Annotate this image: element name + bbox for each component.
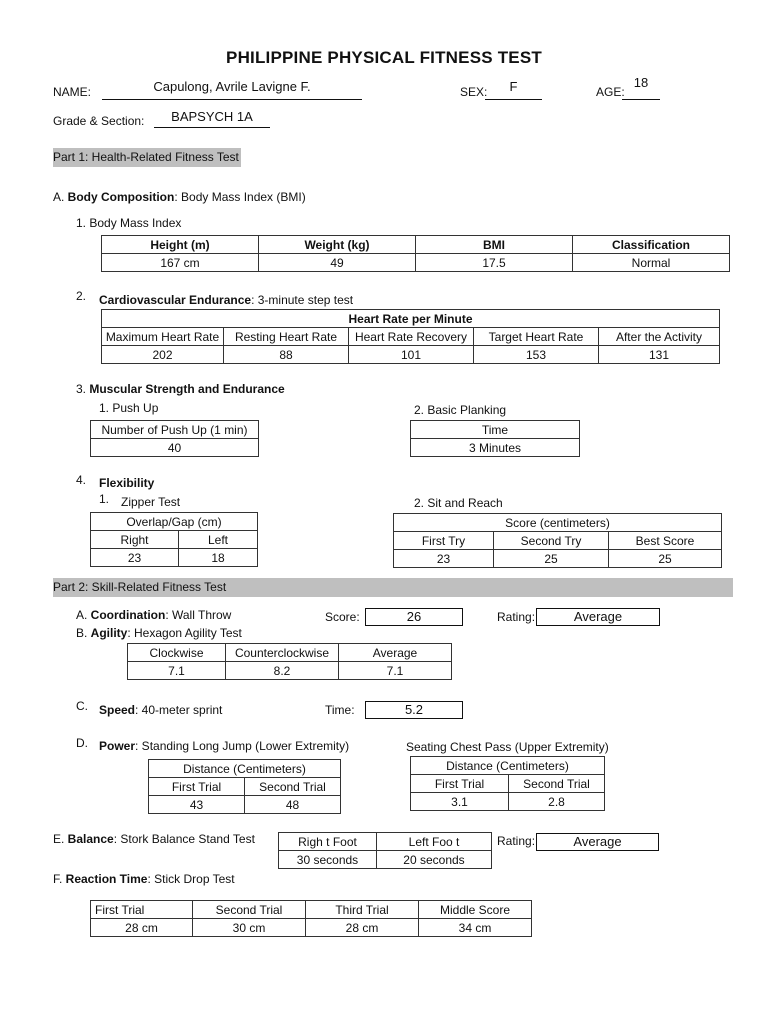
agility-cell[interactable]: 7.1 — [339, 662, 452, 680]
coordination-heading: A. Coordination: Wall Throw — [76, 608, 232, 622]
reaction-cell[interactable]: 34 cm — [419, 919, 532, 937]
agility-cell[interactable]: 8.2 — [226, 662, 339, 680]
reaction-table — [90, 900, 532, 937]
heart-rate-group-header: Heart Rate per Minute — [102, 310, 720, 328]
grade-label: Grade & Section: — [53, 114, 145, 128]
plank-table — [410, 420, 580, 457]
heart-rate-cell[interactable]: 202 — [102, 346, 224, 364]
part2-heading: Part 2: Skill-Related Fitness Test — [53, 578, 733, 597]
plank-label: 2. Basic Planking — [414, 403, 507, 417]
heart-rate-header: Heart Rate Recovery — [349, 328, 474, 346]
heart-rate-header: Target Heart Rate — [474, 328, 599, 346]
coordination-rating-field[interactable]: Average — [536, 608, 660, 626]
name-label: NAME: — [53, 85, 92, 99]
zipper-label: Zipper Test — [121, 495, 181, 509]
pushup-label: 1. Push Up — [99, 401, 159, 415]
age-field[interactable]: 18 — [622, 76, 660, 100]
part1-heading: Part 1: Health-Related Fitness Test — [53, 148, 241, 167]
reaction-heading: F. Reaction Time: Stick Drop Test — [53, 872, 235, 886]
heart-rate-cell[interactable]: 131 — [599, 346, 720, 364]
chest-pass-table — [410, 756, 605, 811]
pushup-table — [90, 420, 259, 457]
speed-heading: Speed: 40-meter sprint — [99, 703, 223, 717]
zipper-table — [90, 512, 258, 567]
muscular-heading: 3. Muscular Strength and Endurance — [76, 382, 285, 396]
speed-time-label: Time: — [325, 703, 355, 717]
bmi-cell[interactable]: 167 cm — [102, 254, 259, 272]
bmi-header: Height (m) — [102, 236, 259, 254]
balance-rating-field[interactable]: Average — [536, 833, 659, 851]
chest-pass-group-header: Distance (Centimeters) — [411, 757, 605, 775]
reaction-cell[interactable]: 28 cm — [91, 919, 193, 937]
bmi-cell[interactable]: Normal — [573, 254, 730, 272]
balance-header: Righ t Foot — [279, 833, 377, 851]
reaction-header: Third Trial — [306, 901, 419, 919]
long-jump-table — [148, 759, 341, 814]
long-jump-group-header: Distance (Centimeters) — [149, 760, 341, 778]
speed-number: C. — [76, 699, 88, 713]
sit-reach-group-header: Score (centimeters) — [394, 514, 722, 532]
reaction-header: Second Trial — [193, 901, 306, 919]
reaction-cell[interactable]: 30 cm — [193, 919, 306, 937]
reaction-header: First Trial — [91, 901, 193, 919]
sit-reach-table — [393, 513, 722, 568]
zipper-cell[interactable]: 23 — [91, 549, 179, 567]
agility-table — [127, 643, 452, 680]
bmi-subheading: 1. Body Mass Index — [76, 216, 182, 230]
heart-rate-header: After the Activity — [599, 328, 720, 346]
balance-rating-label: Rating: — [497, 834, 536, 848]
balance-heading: E. Balance: Stork Balance Stand Test — [53, 832, 255, 846]
balance-header: Left Foo t — [377, 833, 492, 851]
grade-field[interactable]: BAPSYCH 1A — [154, 109, 270, 128]
heart-rate-header: Maximum Heart Rate — [102, 328, 224, 346]
body-composition-heading: A. Body Composition: Body Mass Index (BMI) — [53, 190, 306, 204]
sit-reach-cell[interactable]: 23 — [394, 550, 494, 568]
chest-pass-header: First Trial — [411, 775, 509, 793]
plank-cell[interactable]: 3 Minutes — [411, 439, 580, 457]
pushup-header: Number of Push Up (1 min) — [91, 421, 259, 439]
reaction-header: Middle Score — [419, 901, 532, 919]
power-heading: Power: Standing Long Jump (Lower Extremity) — [99, 739, 350, 753]
sex-label: SEX: — [460, 85, 488, 99]
pushup-cell[interactable]: 40 — [91, 439, 259, 457]
agility-header: Counterclockwise — [226, 644, 339, 662]
heart-rate-header: Resting Heart Rate — [224, 328, 349, 346]
coordination-score-label: Score: — [325, 610, 360, 624]
balance-cell[interactable]: 30 seconds — [279, 851, 377, 869]
heart-rate-cell[interactable]: 88 — [224, 346, 349, 364]
reaction-cell[interactable]: 28 cm — [306, 919, 419, 937]
long-jump-cell[interactable]: 48 — [245, 796, 341, 814]
page-title: PHILIPPINE PHYSICAL FITNESS TEST — [226, 48, 542, 67]
speed-time-field[interactable]: 5.2 — [365, 701, 463, 719]
heart-rate-cell[interactable]: 153 — [474, 346, 599, 364]
long-jump-cell[interactable]: 43 — [149, 796, 245, 814]
bmi-table — [101, 235, 730, 272]
power-number: D. — [76, 736, 88, 750]
bmi-header: Weight (kg) — [259, 236, 416, 254]
chest-pass-header: Second Trial — [509, 775, 605, 793]
zipper-group-header: Overlap/Gap (cm) — [91, 513, 258, 531]
sit-reach-cell[interactable]: 25 — [494, 550, 609, 568]
sit-reach-cell[interactable]: 25 — [609, 550, 722, 568]
chest-pass-label: Seating Chest Pass (Upper Extremity) — [406, 740, 609, 754]
heart-rate-cell[interactable]: 101 — [349, 346, 474, 364]
long-jump-header: Second Trial — [245, 778, 341, 796]
zipper-cell[interactable]: 18 — [179, 549, 258, 567]
zipper-header: Left — [179, 531, 258, 549]
coordination-rating-label: Rating: — [497, 610, 536, 624]
chest-pass-cell[interactable]: 2.8 — [509, 793, 605, 811]
zipper-number: 1. — [99, 492, 110, 506]
heart-rate-table — [101, 309, 720, 364]
long-jump-header: First Trial — [149, 778, 245, 796]
balance-table — [278, 832, 492, 869]
agility-header: Clockwise — [128, 644, 226, 662]
bmi-header: BMI — [416, 236, 573, 254]
sex-field[interactable]: F — [485, 79, 542, 100]
flexibility-number: 4. — [76, 473, 87, 487]
bmi-cell[interactable]: 17.5 — [416, 254, 573, 272]
agility-cell[interactable]: 7.1 — [128, 662, 226, 680]
agility-heading: B. Agility: Hexagon Agility Test — [76, 626, 242, 640]
sit-reach-header: Best Score — [609, 532, 722, 550]
bmi-header: Classification — [573, 236, 730, 254]
name-field[interactable]: Capulong, Avrile Lavigne F. — [102, 79, 362, 100]
cardio-number: 2. — [76, 289, 87, 303]
plank-header: Time — [411, 421, 580, 439]
zipper-header: Right — [91, 531, 179, 549]
agility-header: Average — [339, 644, 452, 662]
flexibility-heading: Flexibility — [99, 476, 155, 490]
balance-cell[interactable]: 20 seconds — [377, 851, 492, 869]
chest-pass-cell[interactable]: 3.1 — [411, 793, 509, 811]
cardio-heading: Cardiovascular Endurance: 3-minute step test — [99, 293, 354, 307]
bmi-cell[interactable]: 49 — [259, 254, 416, 272]
coordination-score-field[interactable]: 26 — [365, 608, 463, 626]
sit-reach-header: First Try — [394, 532, 494, 550]
sit-reach-header: Second Try — [494, 532, 609, 550]
age-label: AGE: — [596, 85, 625, 99]
sit-reach-label: 2. Sit and Reach — [414, 496, 503, 510]
